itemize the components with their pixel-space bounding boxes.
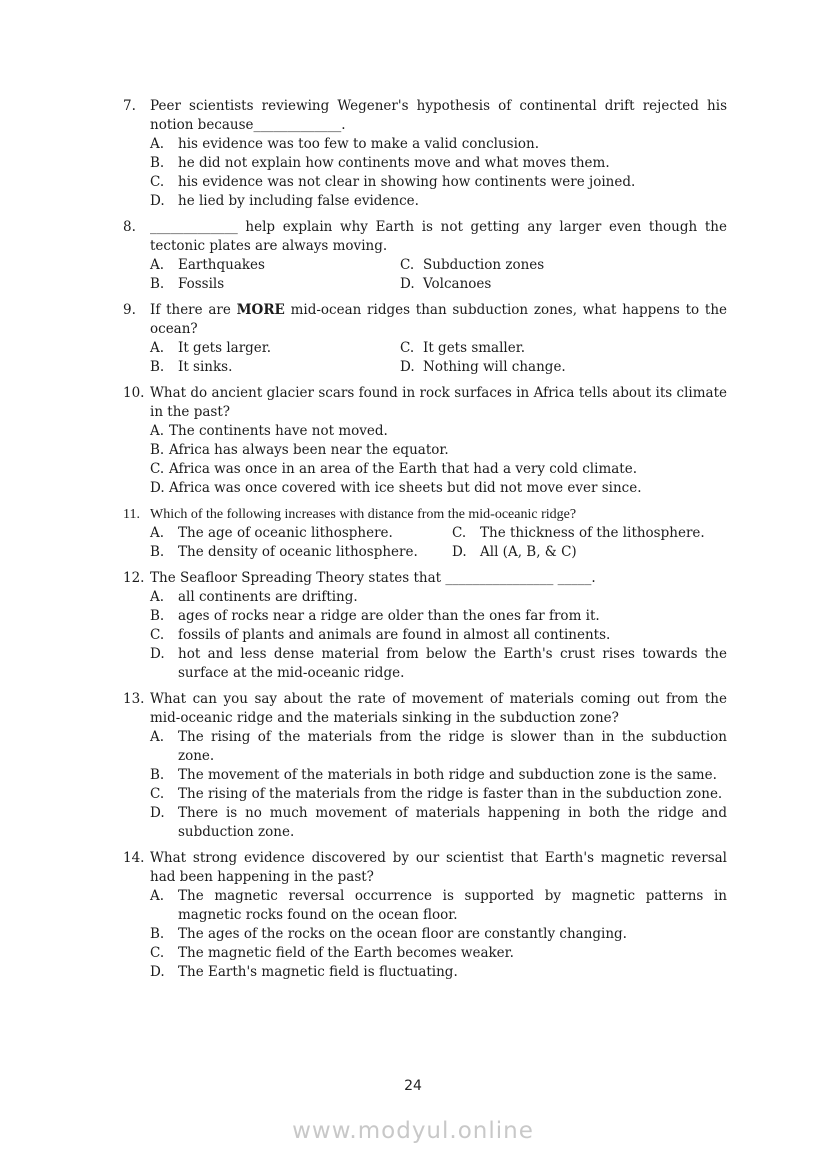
option-label: D. xyxy=(400,359,415,375)
option-text: The age of oceanic lithosphere. xyxy=(178,525,393,541)
option-c xyxy=(150,460,727,479)
option-label: C. xyxy=(150,945,165,961)
option-label: B. xyxy=(150,276,165,292)
option-label: C. xyxy=(150,627,165,643)
option-text: Fossils xyxy=(178,276,225,292)
question-number: 8. xyxy=(123,219,136,235)
option-text: he lied by including false evidence. xyxy=(178,193,419,209)
question-block-11 xyxy=(123,505,727,562)
option-text: he did not explain how continents move and what moves them. xyxy=(178,155,610,171)
option-label: D. xyxy=(150,805,165,821)
option-label: D. xyxy=(150,480,165,496)
option-text: There is no much movement of materials happening in both the ridge and subduction zone. xyxy=(178,805,727,840)
question-text: What strong evidence discovered by our scientist that Earth's magnetic reversal had been happening in the past? xyxy=(150,850,727,885)
option-d xyxy=(150,804,727,842)
option-text: Earthquakes xyxy=(178,257,265,273)
option-label: A. xyxy=(150,525,165,541)
option-d xyxy=(150,645,727,683)
option-d xyxy=(150,192,727,211)
option-b xyxy=(150,543,452,562)
question-body xyxy=(150,569,727,683)
option-label: A. xyxy=(150,888,165,904)
option-label: D. xyxy=(452,544,467,560)
question-text: _____________ help explain why Earth is not getting any larger even though the tectonic plates are always moving. xyxy=(150,219,727,254)
option-text: Subduction zones xyxy=(423,257,545,273)
option-c xyxy=(150,173,727,192)
option-d xyxy=(400,275,727,294)
option-text: fossils of plants and animals are found in almost all continents. xyxy=(178,627,611,643)
options xyxy=(150,588,727,683)
option-label: B. xyxy=(150,926,165,942)
option-text: It sinks. xyxy=(178,359,233,375)
option-a xyxy=(150,887,727,925)
question-number: 7. xyxy=(123,98,136,114)
question-number: 10. xyxy=(123,385,145,401)
option-c xyxy=(452,524,727,543)
question-block-14 xyxy=(123,849,727,982)
option-a xyxy=(150,339,400,358)
option-label: D. xyxy=(150,193,165,209)
question-text: Peer scientists reviewing Wegener's hypothesis of continental drift rejected his notion because_____________. xyxy=(150,98,727,133)
option-c xyxy=(150,944,727,963)
option-label: C. xyxy=(452,525,467,541)
options xyxy=(150,728,727,842)
question-number: 14. xyxy=(123,850,145,866)
option-text: It gets larger. xyxy=(178,340,272,356)
question-body xyxy=(150,505,727,562)
option-text: his evidence was too few to make a valid conclusion. xyxy=(178,136,540,152)
option-text: ages of rocks near a ridge are older than the ones far from it. xyxy=(178,608,600,624)
option-label: A. xyxy=(150,729,165,745)
option-b xyxy=(150,441,727,460)
option-b xyxy=(150,925,727,944)
option-text: hot and less dense material from below the Earth's crust rises towards the surface at the mid-oceanic ridge. xyxy=(178,646,727,681)
watermark: www.modyul.online xyxy=(292,1118,534,1144)
question-body xyxy=(150,690,727,842)
question-block-9 xyxy=(123,301,727,377)
option-b xyxy=(150,607,727,626)
options xyxy=(150,339,727,377)
question-number: 13. xyxy=(123,691,145,707)
question-number: 9. xyxy=(123,302,136,318)
option-text: The thickness of the lithosphere. xyxy=(480,525,705,541)
question-text-part: mid-ocean ridges than subduction zones, what happens to the ocean? xyxy=(150,302,727,337)
option-label: B. xyxy=(150,544,165,560)
option-text: Africa has always been near the equator. xyxy=(169,442,449,458)
option-a xyxy=(150,588,727,607)
option-text: The magnetic reversal occurrence is supported by magnetic patterns in magnetic rocks found on the ocean floor. xyxy=(178,888,727,923)
option-label: C. xyxy=(150,174,165,190)
option-a xyxy=(150,422,727,441)
question-text: Which of the following increases with distance from the mid-oceanic ridge? xyxy=(150,507,577,522)
option-text: The magnetic field of the Earth becomes weaker. xyxy=(178,945,514,961)
option-label: B. xyxy=(150,442,165,458)
option-label: A. xyxy=(150,257,165,273)
option-label: C. xyxy=(400,257,415,273)
options xyxy=(150,135,727,211)
option-d xyxy=(150,479,727,498)
option-c xyxy=(150,626,727,645)
option-label: D. xyxy=(150,964,165,980)
option-label: B. xyxy=(150,155,165,171)
question-block-7 xyxy=(123,97,727,211)
question-number: 12. xyxy=(123,570,145,586)
option-label: A. xyxy=(150,589,165,605)
options xyxy=(150,422,727,498)
question-body xyxy=(150,384,727,498)
question-body xyxy=(150,301,727,377)
option-c xyxy=(150,785,727,804)
option-text: all continents are drifting. xyxy=(178,589,358,605)
question-text xyxy=(150,301,727,339)
option-text: Volcanoes xyxy=(423,276,492,292)
option-text: The ages of the rocks on the ocean floor are constantly changing. xyxy=(178,926,627,942)
option-text: The continents have not moved. xyxy=(169,423,388,439)
question-body xyxy=(150,218,727,294)
option-text: The rising of the materials from the ridge is slower than in the subduction zone. xyxy=(178,729,727,764)
question-block-8 xyxy=(123,218,727,294)
option-label: C. xyxy=(150,786,165,802)
option-text: Africa was once covered with ice sheets but did not move ever since. xyxy=(169,480,642,496)
option-b xyxy=(150,154,727,173)
option-c xyxy=(400,339,727,358)
option-label: D. xyxy=(400,276,415,292)
options xyxy=(150,887,727,982)
option-text: The density of oceanic lithosphere. xyxy=(178,544,418,560)
question-text: What do ancient glacier scars found in rock surfaces in Africa tells about its climate in the past? xyxy=(150,385,727,420)
question-body xyxy=(150,849,727,982)
option-d xyxy=(150,963,727,982)
option-label: C. xyxy=(150,461,165,477)
option-b xyxy=(150,275,400,294)
option-d xyxy=(400,358,727,377)
option-label: A. xyxy=(150,340,165,356)
option-text: The movement of the materials in both ridge and subduction zone is the same. xyxy=(178,767,717,783)
options xyxy=(150,524,727,562)
option-b xyxy=(150,358,400,377)
option-text: his evidence was not clear in showing how continents were joined. xyxy=(178,174,636,190)
option-label: B. xyxy=(150,767,165,783)
option-a xyxy=(150,728,727,766)
question-block-13 xyxy=(123,690,727,842)
page-number: 24 xyxy=(404,1078,422,1094)
option-label: B. xyxy=(150,608,165,624)
option-d xyxy=(452,543,727,562)
option-label: A. xyxy=(150,136,165,152)
question-number: 11. xyxy=(123,507,140,522)
question-text: What can you say about the rate of movement of materials coming out from the mid-oceanic ridge and the materials sinking in the subduction zone? xyxy=(150,691,727,726)
question-body xyxy=(150,97,727,211)
question-text: The Seafloor Spreading Theory states that ________________ _____. xyxy=(150,570,596,586)
option-a xyxy=(150,524,452,543)
option-label: B. xyxy=(150,359,165,375)
options xyxy=(150,256,727,294)
question-text-part: If there are xyxy=(150,302,237,318)
option-text: It gets smaller. xyxy=(423,340,525,356)
option-c xyxy=(400,256,727,275)
option-text: Africa was once in an area of the Earth that had a very cold climate. xyxy=(169,461,637,477)
question-list xyxy=(123,97,727,989)
option-text: The Earth's magnetic field is fluctuating. xyxy=(178,964,458,980)
question-block-10 xyxy=(123,384,727,498)
option-text: All (A, B, & C) xyxy=(480,544,577,560)
option-text: Nothing will change. xyxy=(423,359,566,375)
option-b xyxy=(150,766,727,785)
option-a xyxy=(150,256,400,275)
option-a xyxy=(150,135,727,154)
option-text: The rising of the materials from the ridge is faster than in the subduction zone. xyxy=(178,786,723,802)
question-text-bold: MORE xyxy=(236,302,285,318)
option-label: A. xyxy=(150,423,165,439)
question-block-12 xyxy=(123,569,727,683)
option-label: C. xyxy=(400,340,415,356)
option-label: D. xyxy=(150,646,165,662)
